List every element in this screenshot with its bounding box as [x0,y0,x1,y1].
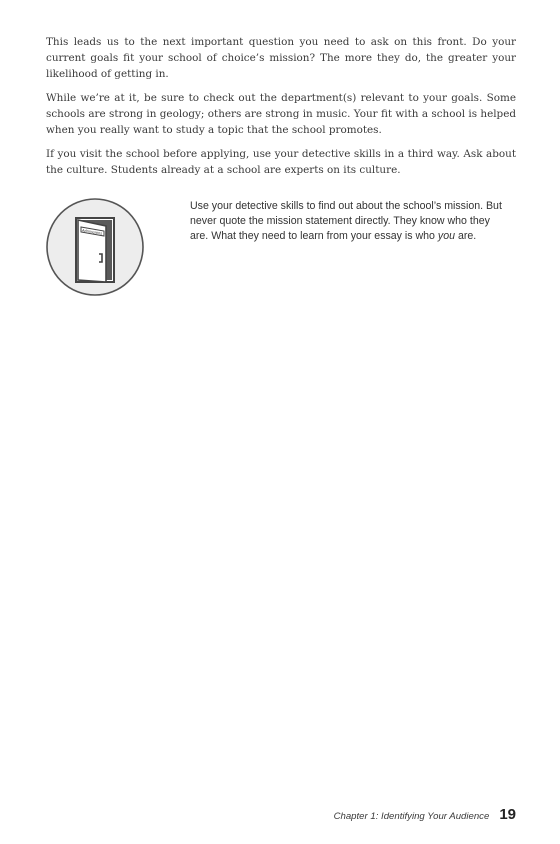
chapter-title: Chapter 1: Identifying Your Audience [333,811,490,822]
callout-text [190,199,510,244]
callout-text-after: are. [455,230,477,242]
paragraph-1: This leads us to the next important question you need to ask on this front. Do your current goals fit your school of choice’s mission? The more they do, the greater your likelihood of getting in. [46,36,516,80]
callout-emphasis: you [437,230,455,242]
admissions-sign-label: Admissions [81,228,103,236]
paragraph-3: If you visit the school before applying, use your detective skills in a third way. Ask about the culture. Students already at a school are experts on its culture. [46,148,516,176]
page-footer [334,806,516,823]
paragraph-2: While we’re at it, be sure to check out the department(s) relevant to your goals. Some schools are strong in geology; others are strong in music. Your fit with a school is helped when you really want to study a topic that the school promotes. [46,92,516,136]
callout-text-before: Use your detective skills to find out about the school’s mission. But never quote the mission statement directly. They know who they are. What they need to learn from your essay is who [190,200,502,242]
body-text [46,34,516,186]
callout-paragraph [190,199,510,244]
admissions-door-icon [44,196,146,298]
page-number: 19 [499,806,516,823]
